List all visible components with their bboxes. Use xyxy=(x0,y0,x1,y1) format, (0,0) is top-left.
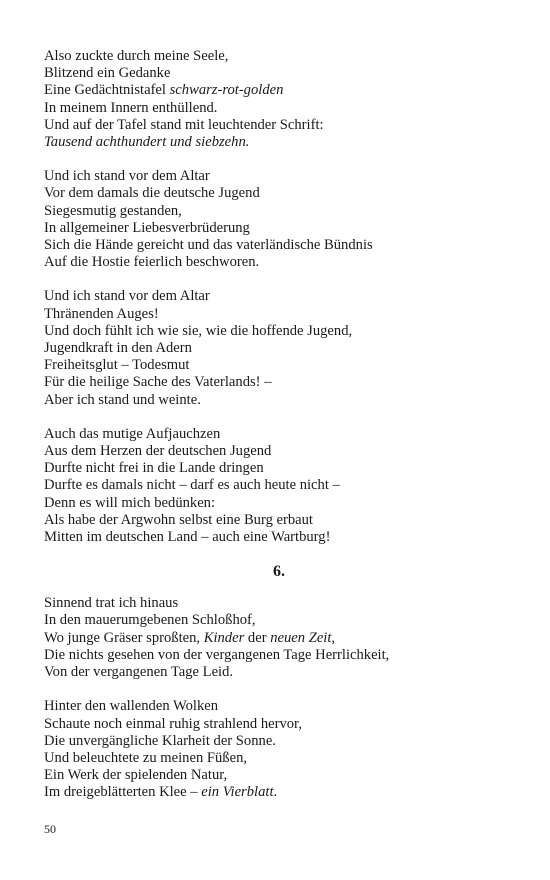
italic-text: schwarz-rot-golden xyxy=(169,82,284,99)
verse-text: Freiheitsglut – Todesmut xyxy=(44,357,190,374)
verse-line xyxy=(44,529,514,546)
verse-line xyxy=(44,100,514,117)
page-number: 50 xyxy=(44,822,56,836)
verse-text: Auch das mutige Aufjauchzen xyxy=(44,425,221,442)
verse-line xyxy=(44,784,514,801)
italic-text: neuen Zeit xyxy=(270,629,332,646)
verse-text: Und doch fühlt ich wie sie, wie die hoffende Jugend, xyxy=(44,322,353,339)
verse-line xyxy=(44,340,514,357)
verse-text: Auf die Hostie feierlich beschworen. xyxy=(44,254,260,271)
verse-line xyxy=(44,65,514,82)
verse-text: , xyxy=(331,629,336,646)
verse-text: der xyxy=(244,629,271,646)
section-heading: 6. xyxy=(273,563,285,581)
poem-part-b xyxy=(44,595,514,801)
verse-line xyxy=(44,203,514,220)
verse-line xyxy=(44,357,514,374)
verse-line xyxy=(44,374,514,391)
stanza xyxy=(44,168,514,271)
verse-line xyxy=(44,647,514,664)
verse-text: Hinter den wallenden Wolken xyxy=(44,698,219,715)
stanza xyxy=(44,595,514,681)
verse-line xyxy=(44,254,514,271)
verse-text: Die unvergängliche Klarheit der Sonne. xyxy=(44,732,276,749)
poem-part-a xyxy=(44,48,514,546)
verse-text: Mitten im deutschen Land – auch eine Wartburg! xyxy=(44,529,331,546)
verse-line xyxy=(44,477,514,494)
verse-line xyxy=(44,716,514,733)
verse-line xyxy=(44,237,514,254)
verse-text: Also zuckte durch meine Seele, xyxy=(44,48,229,64)
stanza xyxy=(44,698,514,801)
verse-text: Sinnend trat ich hinaus xyxy=(44,595,179,612)
verse-line xyxy=(44,698,514,715)
verse-line xyxy=(44,306,514,323)
verse-text: Im dreigeblätterten Klee – xyxy=(44,784,202,801)
stanza xyxy=(44,48,514,151)
verse-line xyxy=(44,117,514,134)
poem-page xyxy=(44,48,514,819)
verse-line xyxy=(44,512,514,529)
verse-text: Durfte nicht frei in die Lande dringen xyxy=(44,460,264,477)
verse-text: Schaute noch einmal ruhig strahlend hervor, xyxy=(44,715,302,732)
verse-text: . xyxy=(273,784,278,801)
verse-line xyxy=(44,767,514,784)
verse-line xyxy=(44,426,514,443)
verse-text: Sich die Hände gereicht und das vaterländische Bündnis xyxy=(44,237,373,254)
verse-text: Eine Gedächtnistafel xyxy=(44,82,170,99)
verse-text: In den mauerumgebenen Schloßhof, xyxy=(44,612,256,629)
verse-text: Denn es will mich bedünken: xyxy=(44,494,216,511)
verse-text: Und beleuchtete zu meinen Füßen, xyxy=(44,749,248,766)
verse-text: Wo junge Gräser sproßten, xyxy=(44,629,204,646)
verse-text: Und ich stand vor dem Altar xyxy=(44,288,210,305)
verse-text: Vor dem damals die deutsche Jugend xyxy=(44,185,260,202)
verse-line xyxy=(44,48,514,65)
verse-text: Durfte es damals nicht – darf es auch heute nicht – xyxy=(44,477,340,494)
verse-line xyxy=(44,288,514,305)
verse-line xyxy=(44,220,514,237)
verse-text: Thränenden Auges! xyxy=(44,305,159,322)
stanza xyxy=(44,288,514,408)
verse-line xyxy=(44,185,514,202)
italic-text: ein Vierblatt xyxy=(201,784,274,801)
verse-text: Und ich stand vor dem Altar xyxy=(44,168,210,185)
verse-text: Aber ich stand und weinte. xyxy=(44,391,201,408)
verse-line xyxy=(44,460,514,477)
verse-text: Von der vergangenen Tage Leid. xyxy=(44,664,234,681)
verse-line xyxy=(44,612,514,629)
verse-text: Als habe der Argwohn selbst eine Burg erbaut xyxy=(44,511,313,528)
verse-text: Ein Werk der spielenden Natur, xyxy=(44,767,228,784)
verse-line xyxy=(44,392,514,409)
verse-line xyxy=(44,168,514,185)
italic-text: Tausend achthundert und siebzehn. xyxy=(44,134,250,151)
verse-line xyxy=(44,630,514,647)
verse-line xyxy=(44,733,514,750)
verse-line xyxy=(44,323,514,340)
verse-text: Siegesmutig gestanden, xyxy=(44,202,182,219)
verse-line xyxy=(44,664,514,681)
verse-text: Für die heilige Sache des Vaterlands! – xyxy=(44,374,272,391)
verse-line xyxy=(44,443,514,460)
verse-text: Und auf der Tafel stand mit leuchtender Schrift: xyxy=(44,116,324,133)
verse-line xyxy=(44,495,514,512)
verse-text: In meinem Innern enthüllend. xyxy=(44,99,218,116)
verse-text: Die nichts gesehen von der vergangenen Tage Herrlichkeit, xyxy=(44,646,390,663)
verse-line xyxy=(44,134,514,151)
italic-text: Kinder xyxy=(203,629,245,646)
verse-line xyxy=(44,750,514,767)
verse-line xyxy=(44,595,514,612)
verse-line xyxy=(44,82,514,99)
verse-text: In allgemeiner Liebesverbrüderung xyxy=(44,219,250,236)
verse-text: Jugendkraft in den Adern xyxy=(44,340,192,357)
verse-text: Aus dem Herzen der deutschen Jugend xyxy=(44,443,272,460)
stanza xyxy=(44,426,514,546)
verse-text: Blitzend ein Gedanke xyxy=(44,65,171,82)
